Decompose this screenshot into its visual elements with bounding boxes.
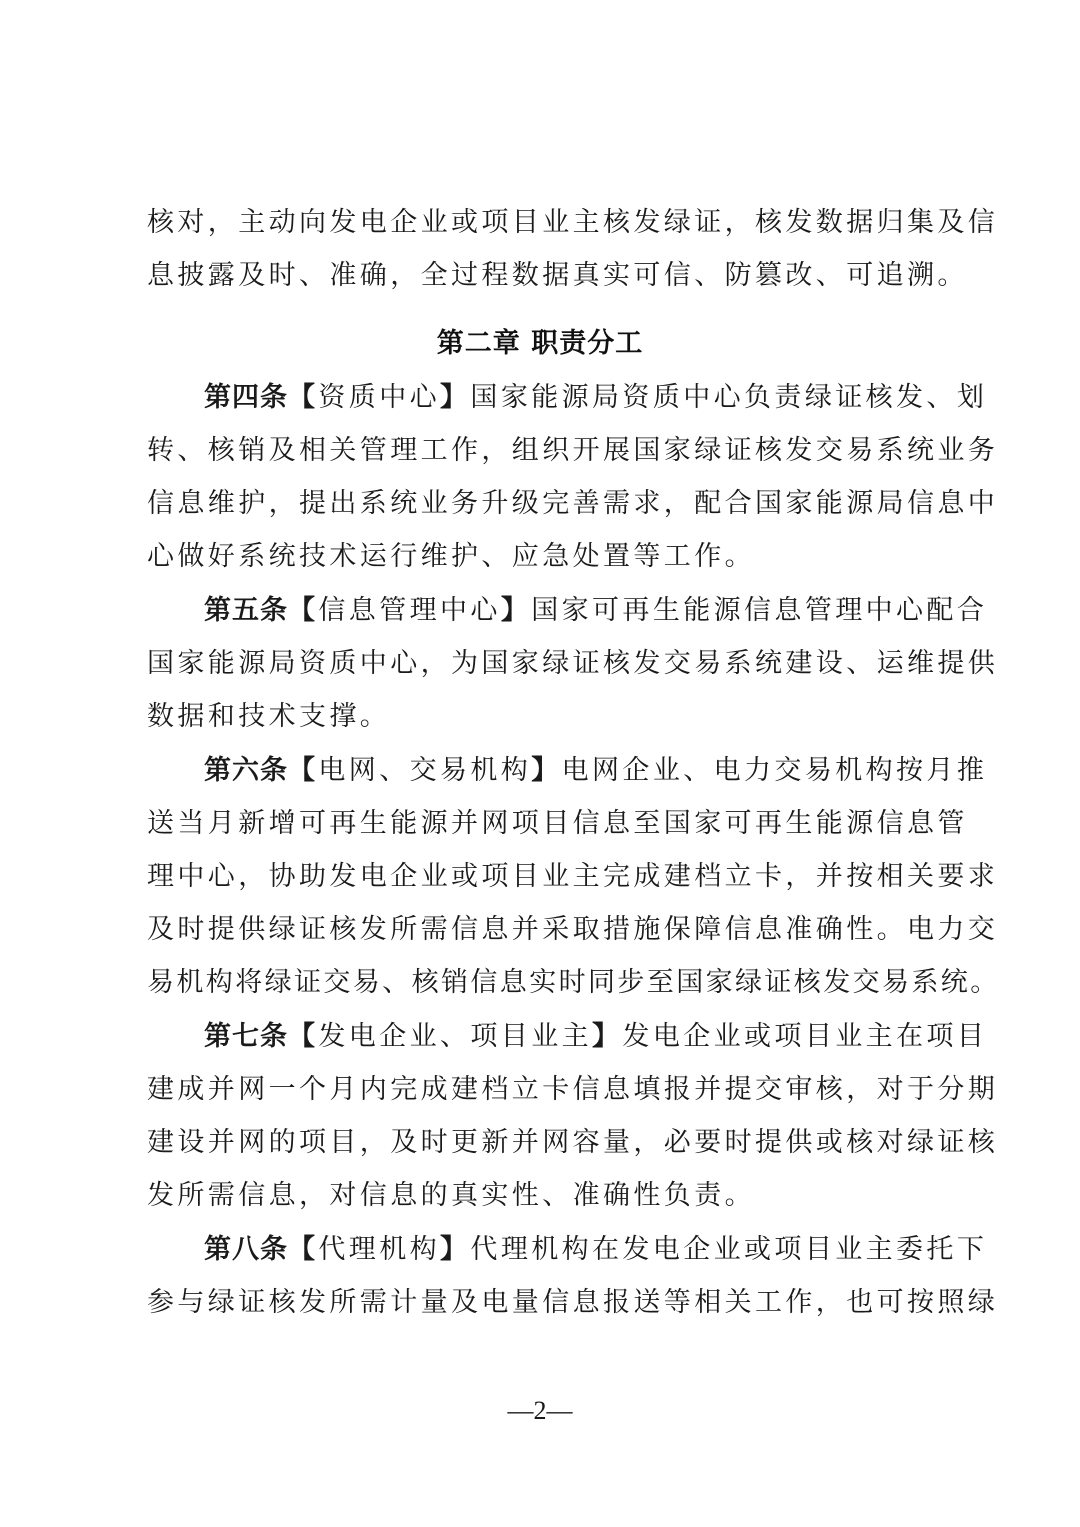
paragraph-line: 信息维护，提出系统业务升级完善需求，配合国家能源局信息中: [147, 488, 999, 519]
paragraph-line: 参与绿证核发所需计量及电量信息报送等相关工作，也可按照绿: [147, 1287, 999, 1318]
close-bracket: 】: [500, 595, 532, 626]
article-number: 第七条: [204, 1021, 288, 1052]
open-bracket: 【: [288, 755, 319, 786]
open-bracket: 【: [288, 1234, 319, 1265]
article-6-first-line: [204, 751, 988, 791]
close-bracket: 】: [440, 382, 471, 413]
article-5-first-line: [204, 591, 988, 631]
paragraph-line: 国家能源局资质中心，为国家绿证核发交易系统建设、运维提供: [147, 648, 999, 679]
article-title: 发电企业、项目业主: [318, 1021, 593, 1052]
article-text: 国家能源局资质中心负责绿证核发、划: [470, 382, 988, 413]
paragraph-line: 息披露及时、准确，全过程数据真实可信、防篡改、可追溯。: [147, 260, 968, 291]
close-bracket: 】: [531, 755, 562, 786]
article-title: 资质中心: [318, 382, 441, 413]
open-bracket: 【: [288, 1021, 319, 1052]
open-bracket: 【: [288, 595, 319, 626]
open-bracket: 【: [288, 382, 319, 413]
paragraph-line: 建设并网的项目，及时更新并网容量，必要时提供或核对绿证核: [147, 1127, 999, 1158]
article-text: 电网企业、电力交易机构按月推: [561, 755, 988, 786]
paragraph-line: 易机构将绿证交易、核销信息实时同步至国家绿证核发交易系统。: [147, 967, 1000, 998]
paragraph-line: 送当月新增可再生能源并网项目信息至国家可再生能源信息管: [147, 808, 968, 839]
article-number: 第四条: [204, 382, 288, 413]
article-text: 国家可再生能源信息管理中心配合: [531, 595, 988, 626]
article-number: 第六条: [204, 755, 288, 786]
article-8-first-line: [204, 1230, 988, 1270]
close-bracket: 】: [592, 1021, 623, 1052]
article-number: 第五条: [204, 595, 288, 626]
article-text: 发电企业或项目业主在项目: [622, 1021, 988, 1052]
paragraph-line: 转、核销及相关管理工作，组织开展国家绿证核发交易系统业务: [147, 435, 999, 466]
article-title: 代理机构: [318, 1234, 441, 1265]
paragraph-line: 数据和技术支撑。: [147, 701, 391, 732]
article-title: 信息管理中心: [318, 595, 501, 626]
article-title: 电网、交易机构: [318, 755, 532, 786]
paragraph-line: 核对，主动向发电企业或项目业主核发绿证，核发数据归集及信: [147, 207, 999, 238]
paragraph-line: 理中心，协助发电企业或项目业主完成建档立卡，并按相关要求: [147, 861, 999, 892]
paragraph-line: 发所需信息，对信息的真实性、准确性负责。: [147, 1180, 755, 1211]
page-number: —2—: [507, 1396, 573, 1425]
article-7-first-line: [204, 1017, 988, 1057]
paragraph-line: 建成并网一个月内完成建档立卡信息填报并提交审核，对于分期: [147, 1074, 999, 1105]
article-text: 代理机构在发电企业或项目业主委托下: [470, 1234, 988, 1265]
paragraph-line: 心做好系统技术运行维护、应急处置等工作。: [147, 541, 755, 572]
chapter-heading: 第二章 职责分工: [436, 328, 644, 359]
article-number: 第八条: [204, 1234, 288, 1265]
article-4-first-line: [204, 378, 988, 418]
paragraph-line: 及时提供绿证核发所需信息并采取措施保障信息准确性。电力交: [147, 914, 999, 945]
close-bracket: 】: [440, 1234, 471, 1265]
